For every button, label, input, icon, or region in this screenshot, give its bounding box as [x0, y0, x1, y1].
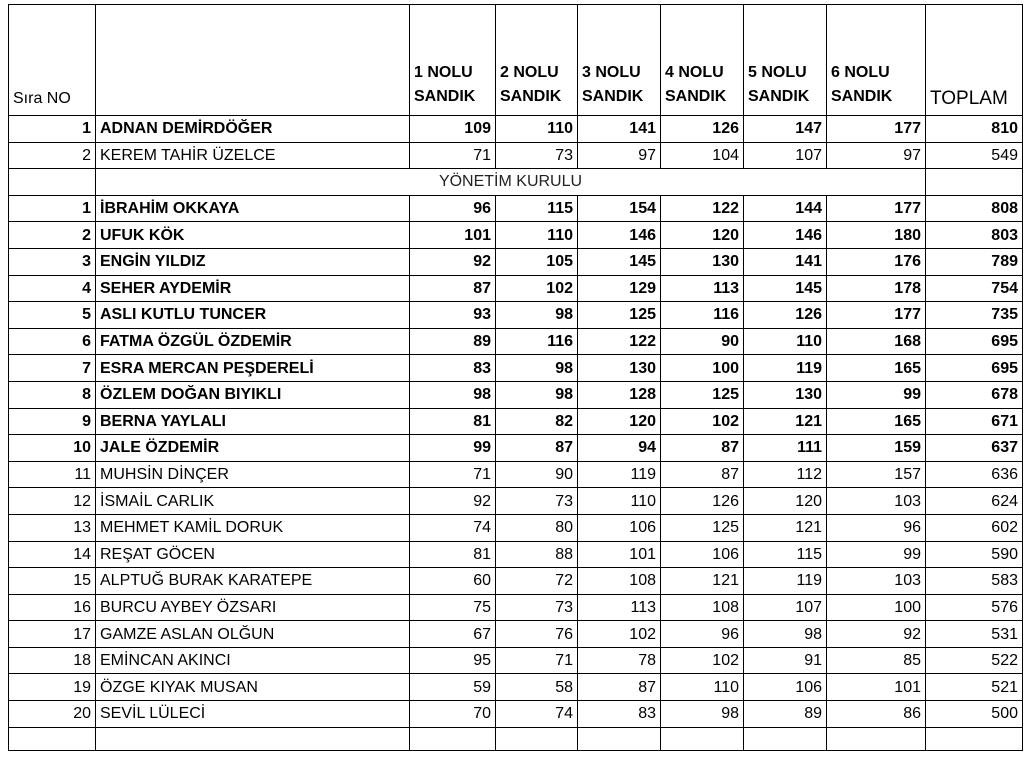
sandik-6-votes: 99: [827, 541, 926, 568]
sandik-4-votes: 126: [661, 488, 744, 515]
sandik-6-votes: 86: [827, 701, 926, 728]
row-number: 20: [9, 701, 96, 728]
sandik-3-header: 3 NOLU SANDIK: [578, 5, 661, 116]
candidate-name: KEREM TAHİR ÜZELCE: [96, 142, 410, 169]
row-number: 15: [9, 568, 96, 595]
sandik-3-votes: 106: [578, 514, 661, 541]
empty-cell: [661, 727, 744, 750]
total-votes: 637: [926, 435, 1023, 462]
sandik-5-votes: 119: [744, 568, 827, 595]
sandik-5-votes: 147: [744, 116, 827, 143]
sandik-1-votes: 89: [410, 328, 496, 355]
toplam-header: TOPLAM: [926, 5, 1023, 116]
sandik-1-votes: 59: [410, 674, 496, 701]
row-number: 5: [9, 302, 96, 329]
sandik-1-votes: 60: [410, 568, 496, 595]
sandik-6-votes: 177: [827, 302, 926, 329]
row-number: 1: [9, 116, 96, 143]
sandik-4-votes: 126: [661, 116, 744, 143]
sandik-6-votes: 165: [827, 355, 926, 382]
sandik-3-votes: 102: [578, 621, 661, 648]
total-votes: 803: [926, 222, 1023, 249]
candidate-name: EMİNCAN AKINCI: [96, 647, 410, 674]
table-row: [9, 222, 1023, 249]
sandik-4-header: 4 NOLU SANDIK: [661, 5, 744, 116]
sandik-3-votes: 83: [578, 701, 661, 728]
sandik-1-votes: 70: [410, 701, 496, 728]
results-table: [8, 4, 1023, 751]
total-votes: 590: [926, 541, 1023, 568]
table-row: [9, 408, 1023, 435]
sandik-4-votes: 113: [661, 275, 744, 302]
sandik-1-votes: 109: [410, 116, 496, 143]
sandik-3-votes: 130: [578, 355, 661, 382]
sandik-4-votes: 108: [661, 594, 744, 621]
sandik-2-votes: 73: [496, 488, 578, 515]
sandik-4-votes: 110: [661, 674, 744, 701]
sandik-1-votes: 98: [410, 381, 496, 408]
candidate-name: İSMAİL CARLIK: [96, 488, 410, 515]
table-row: [9, 701, 1023, 728]
table-row: [9, 594, 1023, 621]
candidate-name: ASLI KUTLU TUNCER: [96, 302, 410, 329]
sandik-4-votes: 125: [661, 381, 744, 408]
sandik-2-votes: 98: [496, 302, 578, 329]
table-row: [9, 328, 1023, 355]
sandik-1-votes: 87: [410, 275, 496, 302]
sandik-5-votes: 126: [744, 302, 827, 329]
sandik-5-votes: 112: [744, 461, 827, 488]
table-row: [9, 647, 1023, 674]
sandik-1-votes: 81: [410, 408, 496, 435]
empty-cell: [410, 727, 496, 750]
name-header: [96, 5, 410, 116]
sandik-2-votes: 76: [496, 621, 578, 648]
sandik-5-votes: 120: [744, 488, 827, 515]
sandik-2-votes: 115: [496, 195, 578, 222]
sandik-5-votes: 141: [744, 248, 827, 275]
total-votes: 522: [926, 647, 1023, 674]
sandik-2-votes: 80: [496, 514, 578, 541]
row-number: 8: [9, 381, 96, 408]
candidate-name: SEHER AYDEMİR: [96, 275, 410, 302]
row-number: 13: [9, 514, 96, 541]
sandik-6-votes: 157: [827, 461, 926, 488]
sandik-4-votes: 125: [661, 514, 744, 541]
sandik-2-votes: 102: [496, 275, 578, 302]
row-number: 11: [9, 461, 96, 488]
empty-cell: [9, 727, 96, 750]
sandik-2-votes: 87: [496, 435, 578, 462]
table-row: [9, 568, 1023, 595]
table-row: [9, 621, 1023, 648]
sandik-2-votes: 73: [496, 142, 578, 169]
candidate-name: BURCU AYBEY ÖZSARI: [96, 594, 410, 621]
candidate-name: REŞAT GÖCEN: [96, 541, 410, 568]
candidate-name: UFUK KÖK: [96, 222, 410, 249]
candidate-name: JALE ÖZDEMİR: [96, 435, 410, 462]
table-row: [9, 381, 1023, 408]
candidate-name: ADNAN DEMİRDÖĞER: [96, 116, 410, 143]
total-votes: 808: [926, 195, 1023, 222]
sandik-1-votes: 74: [410, 514, 496, 541]
sandik-4-votes: 87: [661, 461, 744, 488]
total-votes: 576: [926, 594, 1023, 621]
sandik-4-votes: 98: [661, 701, 744, 728]
sandik-4-votes: 120: [661, 222, 744, 249]
candidate-name: SEVİL LÜLECİ: [96, 701, 410, 728]
sandik-4-votes: 130: [661, 248, 744, 275]
sandik-2-votes: 71: [496, 647, 578, 674]
sira-no-header: Sıra NO: [9, 5, 96, 116]
sandik-2-votes: 105: [496, 248, 578, 275]
table-row: [9, 461, 1023, 488]
empty-cell: [926, 727, 1023, 750]
total-votes: 500: [926, 701, 1023, 728]
sandik-1-votes: 81: [410, 541, 496, 568]
sandik-3-votes: 141: [578, 116, 661, 143]
sandik-4-votes: 104: [661, 142, 744, 169]
candidate-name: FATMA ÖZGÜL ÖZDEMİR: [96, 328, 410, 355]
row-number: 1: [9, 195, 96, 222]
sandik-5-votes: 121: [744, 408, 827, 435]
sandik-6-votes: 92: [827, 621, 926, 648]
sandik-1-header: 1 NOLU SANDIK: [410, 5, 496, 116]
sandik-5-votes: 110: [744, 328, 827, 355]
empty-cell: [926, 169, 1023, 196]
sandik-6-votes: 168: [827, 328, 926, 355]
sandik-6-votes: 177: [827, 195, 926, 222]
sandik-5-votes: 107: [744, 594, 827, 621]
sandik-3-votes: 113: [578, 594, 661, 621]
sandik-6-votes: 180: [827, 222, 926, 249]
row-number: 7: [9, 355, 96, 382]
sandik-5-votes: 89: [744, 701, 827, 728]
sandik-1-votes: 101: [410, 222, 496, 249]
sandik-5-header: 5 NOLU SANDIK: [744, 5, 827, 116]
sandik-6-votes: 97: [827, 142, 926, 169]
sandik-6-votes: 103: [827, 488, 926, 515]
sandik-3-votes: 97: [578, 142, 661, 169]
sandik-6-header: 6 NOLU SANDIK: [827, 5, 926, 116]
sandik-5-votes: 98: [744, 621, 827, 648]
sandik-3-votes: 101: [578, 541, 661, 568]
sandik-2-votes: 72: [496, 568, 578, 595]
sandik-6-votes: 85: [827, 647, 926, 674]
total-votes: 695: [926, 328, 1023, 355]
table-row: [9, 355, 1023, 382]
total-votes: 531: [926, 621, 1023, 648]
sandik-2-header: 2 NOLU SANDIK: [496, 5, 578, 116]
candidate-name: İBRAHİM OKKAYA: [96, 195, 410, 222]
sandik-2-votes: 98: [496, 381, 578, 408]
section-row: [9, 169, 1023, 196]
sandik-3-votes: 154: [578, 195, 661, 222]
row-number: 3: [9, 248, 96, 275]
sandik-4-votes: 121: [661, 568, 744, 595]
sandik-2-votes: 58: [496, 674, 578, 701]
sandik-2-votes: 82: [496, 408, 578, 435]
total-votes: 549: [926, 142, 1023, 169]
total-votes: 754: [926, 275, 1023, 302]
sandik-2-votes: 116: [496, 328, 578, 355]
sandik-5-votes: 144: [744, 195, 827, 222]
sandik-6-votes: 165: [827, 408, 926, 435]
sandik-3-votes: 87: [578, 674, 661, 701]
sandik-5-votes: 91: [744, 647, 827, 674]
empty-cell: [496, 727, 578, 750]
sandik-1-votes: 71: [410, 461, 496, 488]
row-number: 4: [9, 275, 96, 302]
sandik-4-votes: 116: [661, 302, 744, 329]
candidate-name: GAMZE ASLAN OLĞUN: [96, 621, 410, 648]
table-row: [9, 302, 1023, 329]
total-votes: 678: [926, 381, 1023, 408]
sandik-3-votes: 78: [578, 647, 661, 674]
candidate-name: ENGİN YILDIZ: [96, 248, 410, 275]
sandik-3-votes: 120: [578, 408, 661, 435]
total-votes: 810: [926, 116, 1023, 143]
sandik-2-votes: 110: [496, 116, 578, 143]
sandik-3-votes: 110: [578, 488, 661, 515]
sandik-3-votes: 145: [578, 248, 661, 275]
candidate-name: ÖZLEM DOĞAN BIYIKLI: [96, 381, 410, 408]
sandik-1-votes: 93: [410, 302, 496, 329]
sandik-6-votes: 178: [827, 275, 926, 302]
row-number: 10: [9, 435, 96, 462]
sandik-3-votes: 125: [578, 302, 661, 329]
sandik-2-votes: 110: [496, 222, 578, 249]
table-row: [9, 488, 1023, 515]
candidate-name: BERNA YAYLALI: [96, 408, 410, 435]
sandik-2-votes: 90: [496, 461, 578, 488]
table-row: [9, 248, 1023, 275]
total-votes: 735: [926, 302, 1023, 329]
sandik-4-votes: 90: [661, 328, 744, 355]
sandik-6-votes: 177: [827, 116, 926, 143]
total-votes: 583: [926, 568, 1023, 595]
sandik-1-votes: 75: [410, 594, 496, 621]
sandik-2-votes: 88: [496, 541, 578, 568]
row-number: 6: [9, 328, 96, 355]
row-number: 12: [9, 488, 96, 515]
total-votes: 636: [926, 461, 1023, 488]
sandik-5-votes: 119: [744, 355, 827, 382]
sandik-5-votes: 146: [744, 222, 827, 249]
sandik-2-votes: 74: [496, 701, 578, 728]
empty-cell: [578, 727, 661, 750]
sandik-4-votes: 102: [661, 647, 744, 674]
row-number: 14: [9, 541, 96, 568]
sandik-3-votes: 122: [578, 328, 661, 355]
sandik-4-votes: 106: [661, 541, 744, 568]
sandik-4-votes: 87: [661, 435, 744, 462]
sandik-3-votes: 108: [578, 568, 661, 595]
sandik-6-votes: 101: [827, 674, 926, 701]
sandik-5-votes: 107: [744, 142, 827, 169]
sandik-1-votes: 67: [410, 621, 496, 648]
sandik-3-votes: 128: [578, 381, 661, 408]
sandik-6-votes: 100: [827, 594, 926, 621]
total-votes: 521: [926, 674, 1023, 701]
empty-row: [9, 727, 1023, 750]
candidate-name: MEHMET KAMİL DORUK: [96, 514, 410, 541]
sandik-3-votes: 119: [578, 461, 661, 488]
table-row: [9, 195, 1023, 222]
sandik-4-votes: 96: [661, 621, 744, 648]
sandik-2-votes: 98: [496, 355, 578, 382]
sandik-3-votes: 129: [578, 275, 661, 302]
table-row: [9, 116, 1023, 143]
sandik-1-votes: 92: [410, 488, 496, 515]
sandik-5-votes: 145: [744, 275, 827, 302]
sandik-3-votes: 94: [578, 435, 661, 462]
sandik-1-votes: 95: [410, 647, 496, 674]
sandik-5-votes: 106: [744, 674, 827, 701]
candidate-name: ÖZGE KIYAK MUSAN: [96, 674, 410, 701]
sandik-5-votes: 111: [744, 435, 827, 462]
sandik-4-votes: 100: [661, 355, 744, 382]
sandik-3-votes: 146: [578, 222, 661, 249]
total-votes: 695: [926, 355, 1023, 382]
sandik-5-votes: 115: [744, 541, 827, 568]
row-number: 9: [9, 408, 96, 435]
candidate-name: ALPTUĞ BURAK KARATEPE: [96, 568, 410, 595]
total-votes: 624: [926, 488, 1023, 515]
sandik-6-votes: 96: [827, 514, 926, 541]
table-row: [9, 435, 1023, 462]
sandik-6-votes: 103: [827, 568, 926, 595]
table-row: [9, 541, 1023, 568]
empty-cell: [9, 169, 96, 196]
sandik-5-votes: 121: [744, 514, 827, 541]
row-number: 16: [9, 594, 96, 621]
total-votes: 789: [926, 248, 1023, 275]
header-row: [9, 5, 1023, 116]
empty-cell: [744, 727, 827, 750]
total-votes: 671: [926, 408, 1023, 435]
sandik-2-votes: 73: [496, 594, 578, 621]
table-row: [9, 514, 1023, 541]
sandik-4-votes: 102: [661, 408, 744, 435]
sandik-1-votes: 83: [410, 355, 496, 382]
candidate-name: ESRA MERCAN PEŞDERELİ: [96, 355, 410, 382]
row-number: 19: [9, 674, 96, 701]
candidate-name: MUHSİN DİNÇER: [96, 461, 410, 488]
section-title: YÖNETİM KURULU: [96, 169, 926, 196]
sandik-4-votes: 122: [661, 195, 744, 222]
sandik-1-votes: 71: [410, 142, 496, 169]
row-number: 2: [9, 222, 96, 249]
empty-cell: [96, 727, 410, 750]
sandik-1-votes: 96: [410, 195, 496, 222]
sandik-1-votes: 99: [410, 435, 496, 462]
empty-cell: [827, 727, 926, 750]
sandik-6-votes: 159: [827, 435, 926, 462]
total-votes: 602: [926, 514, 1023, 541]
sandik-6-votes: 99: [827, 381, 926, 408]
sandik-5-votes: 130: [744, 381, 827, 408]
row-number: 17: [9, 621, 96, 648]
row-number: 18: [9, 647, 96, 674]
table-row: [9, 674, 1023, 701]
table-row: [9, 275, 1023, 302]
sandik-1-votes: 92: [410, 248, 496, 275]
sandik-6-votes: 176: [827, 248, 926, 275]
table-row: [9, 142, 1023, 169]
row-number: 2: [9, 142, 96, 169]
